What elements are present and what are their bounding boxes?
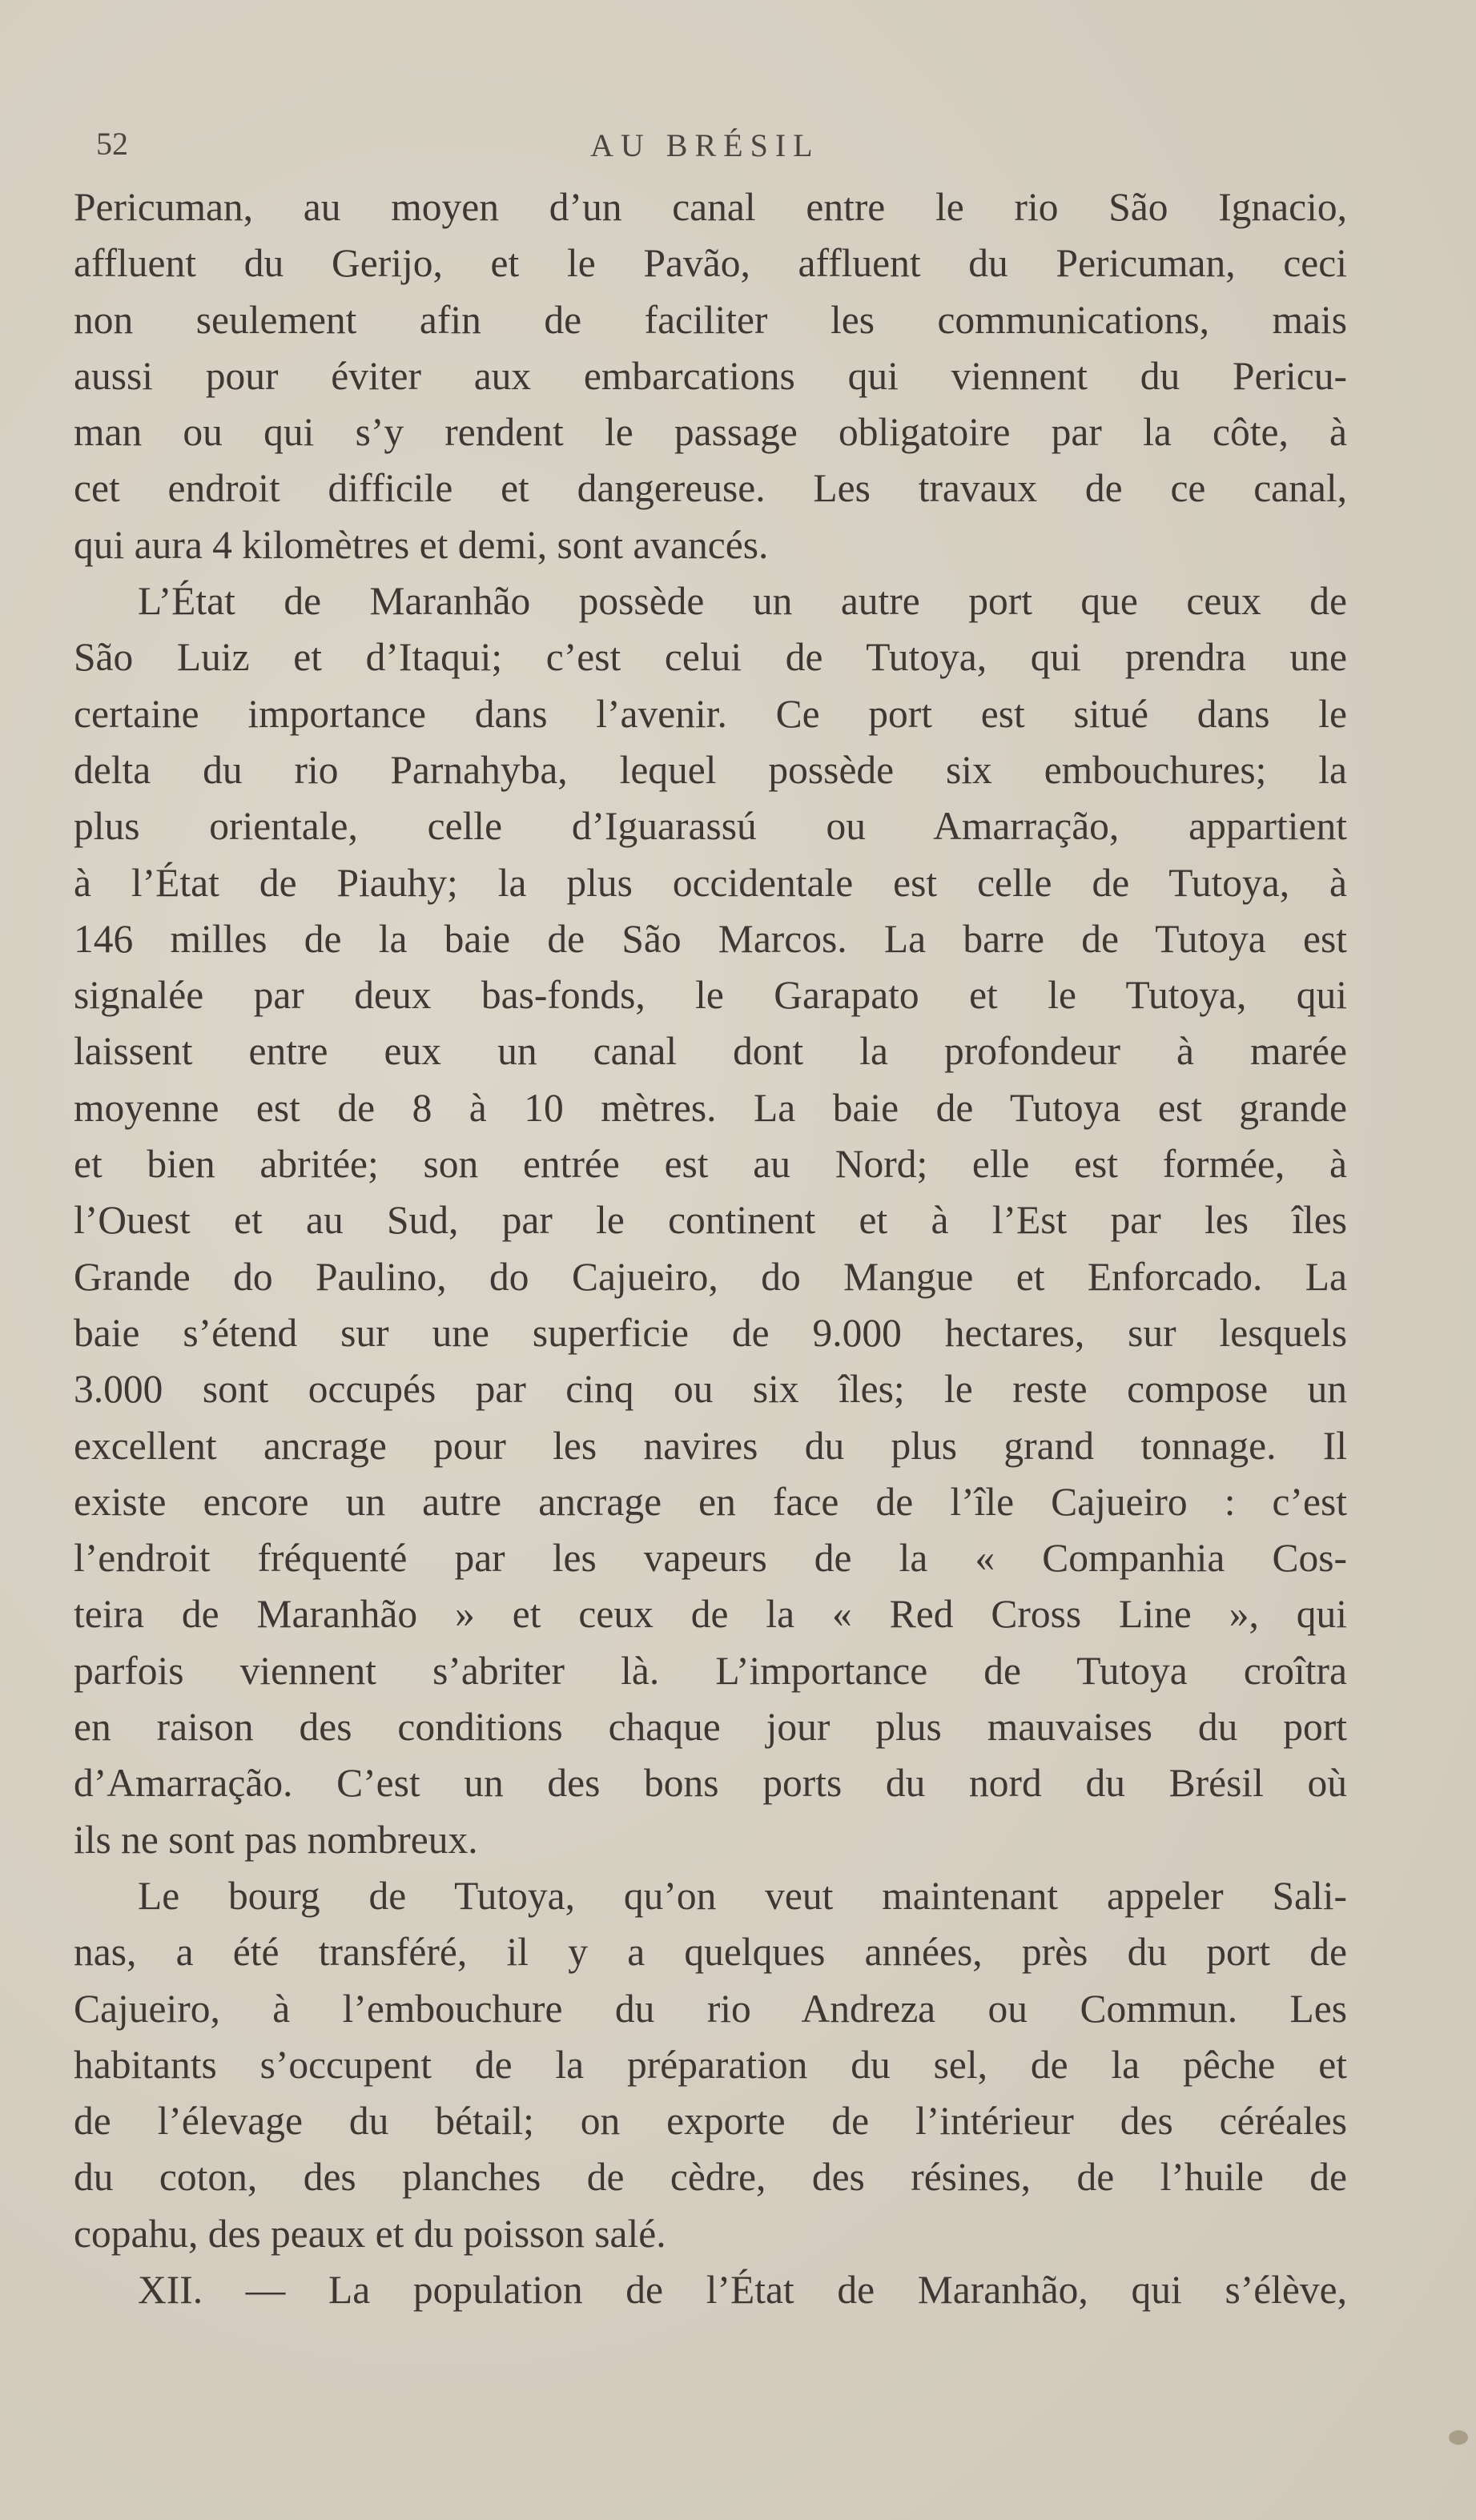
text-line: non seulement afin de faciliter les communications, mais bbox=[74, 297, 1347, 342]
text-line: Grande do Paulino, do Cajueiro, do Mangue et Enforcado. La bbox=[74, 1254, 1347, 1299]
text-line: plus orientale, celle d’Iguarassú ou Amarração, appartient bbox=[74, 804, 1347, 849]
text-line: Pericuman, au moyen d’un canal entre le rio São Ignacio, bbox=[74, 185, 1347, 229]
text-line: L’État de Maranhão possède un autre port que ceux de bbox=[138, 579, 1347, 624]
text-line: signalée par deux bas-fonds, le Garapato et le Tutoya, qui bbox=[74, 973, 1347, 1018]
text-line: certaine importance dans l’avenir. Ce port est situé dans le bbox=[74, 691, 1347, 736]
text-line: en raison des conditions chaque jour plus mauvaises du port bbox=[74, 1705, 1347, 1750]
text-line: cet endroit difficile et dangereuse. Les travaux de ce canal, bbox=[74, 466, 1347, 511]
text-line: São Luiz et d’Itaqui; c’est celui de Tutoya, qui prendra une bbox=[74, 635, 1347, 680]
ink-smudge bbox=[1449, 2430, 1468, 2445]
text-line: parfois viennent s’abriter là. L’importance de Tutoya croîtra bbox=[74, 1648, 1347, 1693]
text-line: man ou qui s’y rendent le passage obligatoire par la côte, à bbox=[74, 410, 1347, 455]
text-line: XII. — La population de l’État de Maranhão, qui s’élève, bbox=[138, 2267, 1347, 2312]
text-line: du coton, des planches de cèdre, des résines, de l’huile de bbox=[74, 2155, 1347, 2200]
running-title: AU BRÉSIL bbox=[590, 127, 820, 163]
body-text bbox=[74, 179, 1347, 2318]
text-line: aussi pour éviter aux embarcations qui viennent du Pericu- bbox=[74, 353, 1347, 398]
text-line: excellent ancrage pour les navires du plus grand tonnage. Il bbox=[74, 1423, 1347, 1468]
text-line: d’Amarração. C’est un des bons ports du nord du Brésil où bbox=[74, 1761, 1347, 1806]
page-number: 52 bbox=[96, 126, 128, 162]
text-line: moyenne est de 8 à 10 mètres. La baie de Tutoya est grande bbox=[74, 1085, 1347, 1130]
text-line: existe encore un autre ancrage en face de l’île Cajueiro : c’est bbox=[74, 1479, 1347, 1524]
text-line: nas, a été transféré, il y a quelques années, près du port de bbox=[74, 1930, 1347, 1975]
text-line: à l’État de Piauhy; la plus occidentale est celle de Tutoya, à bbox=[74, 860, 1347, 905]
text-line: et bien abritée; son entrée est au Nord; elle est formée, à bbox=[74, 1142, 1347, 1187]
text-line: baie s’étend sur une superficie de 9.000 hectares, sur lesquels bbox=[74, 1310, 1347, 1355]
text-line: copahu, des peaux et du poisson salé. bbox=[74, 2211, 666, 2256]
text-line: habitants s’occupent de la préparation du sel, de la pêche et bbox=[74, 2042, 1347, 2087]
book-page bbox=[74, 120, 1347, 2442]
running-head bbox=[74, 120, 1347, 163]
text-line: affluent du Gerijo, et le Pavão, affluent du Pericuman, ceci bbox=[74, 241, 1347, 286]
text-line: laissent entre eux un canal dont la profondeur à marée bbox=[74, 1029, 1347, 1074]
text-line: qui aura 4 kilomètres et demi, sont avancés. bbox=[74, 522, 769, 567]
text-line: Cajueiro, à l’embouchure du rio Andreza ou Commun. Les bbox=[74, 1986, 1347, 2031]
text-line: de l’élevage du bétail; on exporte de l’intérieur des céréales bbox=[74, 2099, 1347, 2144]
text-line: 3.000 sont occupés par cinq ou six îles; le reste compose un bbox=[74, 1367, 1347, 1412]
text-line: l’Ouest et au Sud, par le continent et à l’Est par les îles bbox=[74, 1198, 1347, 1243]
text-line: Le bourg de Tutoya, qu’on veut maintenant appeler Sali- bbox=[138, 1873, 1347, 1918]
text-line: delta du rio Parnahyba, lequel possède six embouchures; la bbox=[74, 747, 1347, 792]
text-line: ils ne sont pas nombreux. bbox=[74, 1817, 478, 1862]
text-line: l’endroit fréquenté par les vapeurs de la « Companhia Cos- bbox=[74, 1536, 1347, 1581]
text-line: 146 milles de la baie de São Marcos. La barre de Tutoya est bbox=[74, 916, 1347, 961]
text-line: teira de Maranhão » et ceux de la « Red Cross Line », qui bbox=[74, 1592, 1347, 1637]
